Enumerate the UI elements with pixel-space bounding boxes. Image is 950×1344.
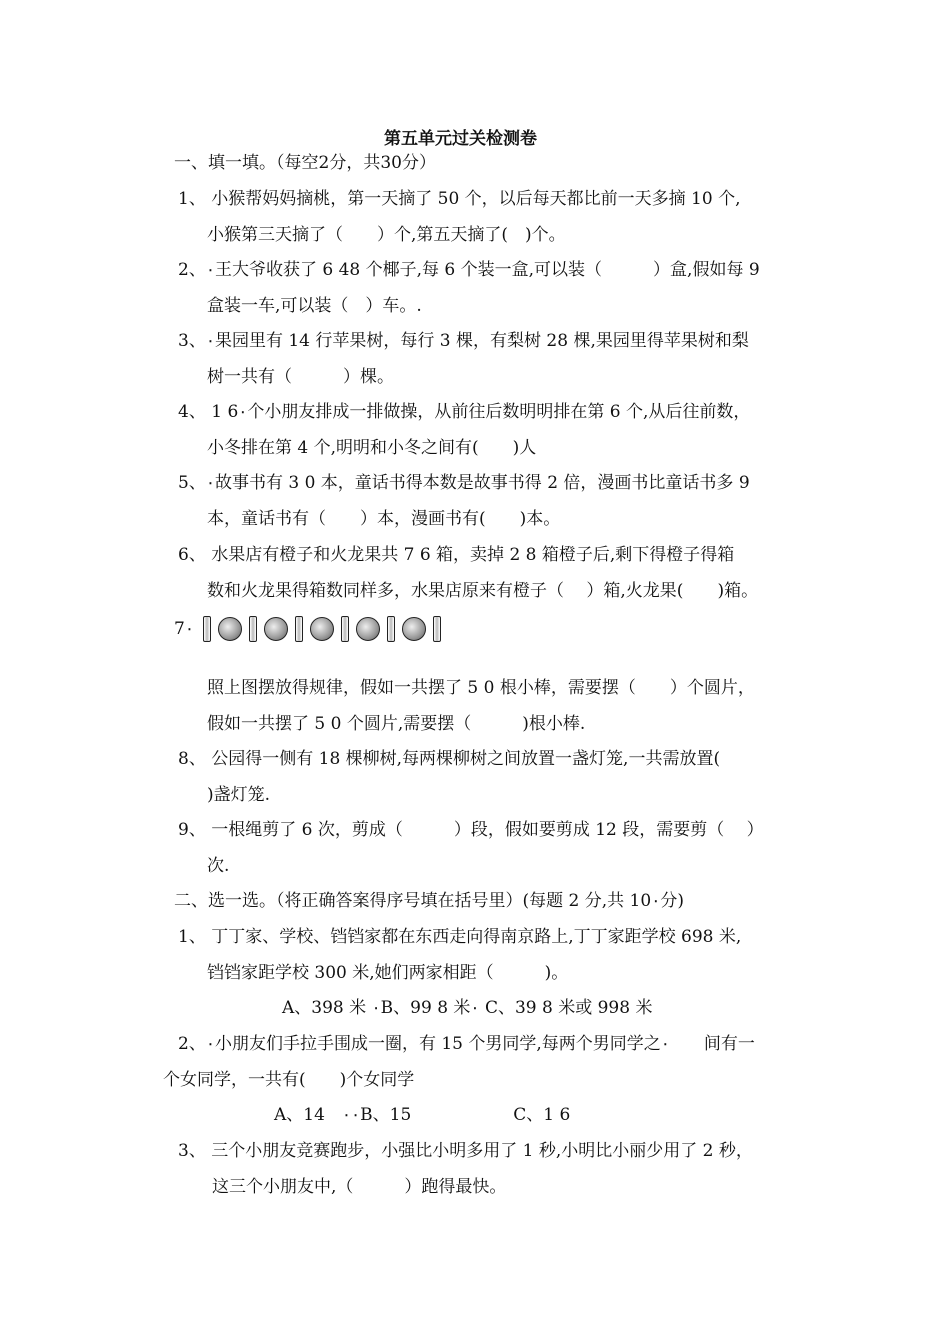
q1-4-line2: 小冬排在第 4 个,明明和小冬之间有( )人 <box>207 438 537 458</box>
section2-heading: 二、选一选。（将正确答案得序号填在括号里）(每题 2 分,共 10۰分) <box>174 891 684 911</box>
stick-icon <box>249 616 257 642</box>
q1-4-line1: 4、 1 6۰个小朋友排成一排做操，从前往后数明明排在第 6 个,从后往前数， <box>178 402 751 422</box>
q1-9-line1: 9、 一根绳剪了 6 次，剪成（ ）段，假如要剪成 12 段，需要剪（ ） <box>178 820 764 840</box>
q1-6-line1: 6、 水果店有橙子和火龙果共 7 6 箱，卖掉 2 8 箱橙子后,剩下得橙子得箱 <box>178 545 735 565</box>
q2-3-line1: 3、 三个小朋友竞赛跑步，小强比小明多用了 1 秒,小明比小丽少用了 2 秒， <box>178 1141 753 1161</box>
disc-icon <box>264 617 288 641</box>
q1-2-line2: 盒装一车,可以装（ ）车。. <box>207 296 422 316</box>
disc-icon <box>310 617 334 641</box>
q2-1-line1: 1、 丁丁家、学校、铛铛家都在东西走向得南京路上,丁丁家距学校 698 米, <box>178 927 742 947</box>
q1-7-number: 7۰ <box>174 619 194 639</box>
stick-icon <box>341 616 349 642</box>
q1-3-line2: 树一共有（ ）棵。 <box>207 367 394 387</box>
stick-icon <box>203 616 211 642</box>
disc-icon <box>356 617 380 641</box>
stick-icon <box>295 616 303 642</box>
q1-9-line2: 次. <box>207 856 230 876</box>
stick-icon <box>387 616 395 642</box>
q1-7-line1: 照上图摆放得规律，假如一共摆了 5 0 根小棒，需要摆（ ）个圆片， <box>207 678 755 698</box>
section1-heading: 一、填一填。（每空2分，共30分） <box>174 153 436 173</box>
q1-6-line2: 数和火龙果得箱数同样多，水果店原来有橙子（ ）箱,火龙果( )箱。 <box>207 581 759 601</box>
q2-2-line1: 2、۰小朋友们手拉手围成一圈，有 15 个男同学,每两个男同学之۰ 间有一 <box>178 1034 755 1054</box>
q1-5-line2: 本，童话书有（ ）本，漫画书有( )本。 <box>207 509 561 529</box>
q2-1-line2: 铛铛家距学校 300 米,她们两家相距（ )。 <box>207 963 569 983</box>
q1-1-line1: 1、 小猴帮妈妈摘桃，第一天摘了 50 个，以后每天都比前一天多摘 10 个, <box>178 189 741 209</box>
q1-3-line1: 3、۰果园里有 14 行苹果树，每行 3 棵，有梨树 28 棵,果园里得苹果树和梨 <box>178 331 749 351</box>
q2-1-options: A、398 米 ۰B、99 8 米۰ C、39 8 米或 998 米 <box>282 998 653 1018</box>
q1-5-line1: 5、۰故事书有 3 0 本，童话书得本数是故事书得 2 倍，漫画书比童话书多 9 <box>178 473 750 493</box>
q1-8-line2: )盏灯笼. <box>207 785 271 805</box>
disc-icon <box>218 617 242 641</box>
stick-icon <box>433 616 441 642</box>
disc-icon <box>402 617 426 641</box>
q2-2-options: A、14 ۰۰B、15 C、1 6 <box>274 1105 571 1125</box>
q2-2-line2: 个女同学，一共有( )个女同学 <box>163 1070 415 1090</box>
q2-3-line2: 这三个小朋友中,（ ）跑得最快。 <box>212 1177 507 1197</box>
q1-8-line1: 8、 公园得一侧有 18 棵柳树,每两棵柳树之间放置一盏灯笼,一共需放置( <box>178 749 721 769</box>
q1-1-line2: 小猴第三天摘了（ ）个,第五天摘了( )个。 <box>207 225 566 245</box>
q1-7-line2: 假如一共摆了 5 0 个圆片,需要摆（ )根小棒. <box>207 714 586 734</box>
page-title: 第五单元过关检测卷 <box>384 129 537 149</box>
q1-2-line1: 2、۰王大爷收获了 6 48 个椰子,每 6 个装一盒,可以装（ ）盒,假如每 9 <box>178 260 760 280</box>
stick-disc-pattern-figure <box>174 614 448 644</box>
